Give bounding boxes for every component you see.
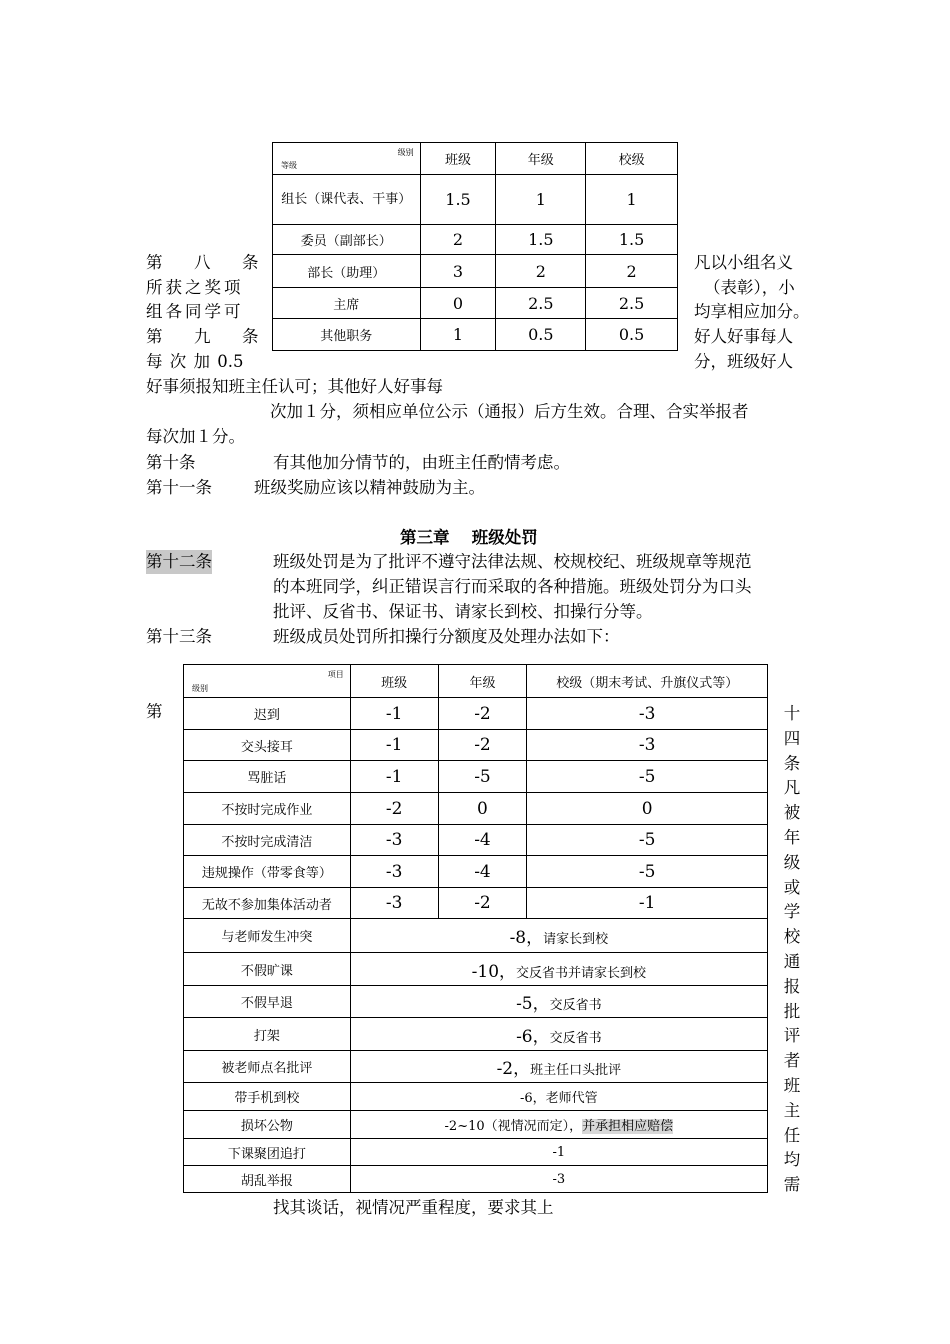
vchar: 被 bbox=[783, 803, 801, 823]
article-10-number: 第十条 bbox=[146, 453, 196, 472]
vchar: 四 bbox=[783, 728, 801, 748]
table-row bbox=[184, 698, 768, 730]
merged-cell: -1 bbox=[350, 1139, 767, 1166]
cell: -3 bbox=[527, 698, 768, 730]
row-label: 委员（副部长） bbox=[273, 225, 421, 255]
article-8-right-line3: 均享相应加分。 bbox=[694, 302, 810, 321]
article-8-left-line3: 组各同学可 bbox=[146, 302, 244, 321]
cell: 2 bbox=[586, 255, 678, 288]
cell: 3 bbox=[420, 255, 496, 288]
penalty-note: 交反省书并请家长到校 bbox=[516, 965, 647, 981]
row-label: 违规操作（带零食等） bbox=[184, 856, 351, 888]
table-row bbox=[184, 825, 768, 856]
penalty-note: 交反省书 bbox=[549, 998, 602, 1013]
col-header: 班级 bbox=[350, 665, 438, 698]
table-row bbox=[273, 319, 678, 351]
row-label: 损坏公物 bbox=[184, 1111, 351, 1139]
cell: 2 bbox=[496, 255, 586, 288]
article-12-line1: 班级处罚是为了批评不遵守法律法规、校规校纪、班级规章等规范 bbox=[273, 552, 752, 571]
highlighted-text: 并承担相应赔偿 bbox=[582, 1119, 674, 1134]
table-row bbox=[184, 856, 768, 888]
col-header: 班级 bbox=[420, 143, 496, 175]
merged-cell: -6，老师代管 bbox=[350, 1083, 767, 1111]
row-label: 主席 bbox=[273, 288, 421, 319]
chapter-title: 第三章 班级处罚 bbox=[400, 528, 538, 547]
table-row bbox=[184, 730, 768, 761]
table-row bbox=[184, 761, 768, 793]
row-label: 不假早退 bbox=[184, 986, 351, 1018]
merged-cell bbox=[350, 953, 767, 986]
vchar: 任 bbox=[783, 1125, 801, 1145]
merged-cell bbox=[350, 1018, 767, 1051]
col-header: 校级（期末考试、升旗仪式等） bbox=[527, 665, 768, 698]
position-bonus-table bbox=[272, 142, 678, 351]
row-label: 迟到 bbox=[184, 698, 351, 730]
article-8-right-line2: （表彰），小 bbox=[704, 278, 795, 297]
cell: -2 bbox=[350, 793, 438, 825]
cell: -4 bbox=[438, 825, 527, 856]
article-10-text: 有其他加分情节的，由班主任酌情考虑。 bbox=[273, 453, 570, 472]
corner-top-label: 级别 bbox=[397, 148, 414, 157]
article-14-left: 第 bbox=[146, 702, 163, 721]
merged-cell bbox=[350, 919, 767, 953]
cell: 1.5 bbox=[420, 175, 496, 225]
article-9-line5: 每次加１分。 bbox=[146, 427, 245, 446]
cell: -3 bbox=[350, 825, 438, 856]
corner-header bbox=[184, 665, 351, 698]
penalty-value: -5， bbox=[516, 994, 550, 1014]
table-row bbox=[184, 919, 768, 953]
cell: -5 bbox=[527, 856, 768, 888]
cell: 0.5 bbox=[496, 319, 586, 351]
penalty-value: -6， bbox=[516, 1026, 550, 1047]
cell: 2.5 bbox=[496, 288, 586, 319]
table-row bbox=[184, 1051, 768, 1083]
vchar: 级 bbox=[783, 852, 801, 872]
merged-cell bbox=[350, 1051, 767, 1083]
row-label: 带手机到校 bbox=[184, 1083, 351, 1111]
penalty-text: -2~10（视情况而定）， bbox=[444, 1119, 583, 1134]
article-9-line3: 好事须报知班主任认可；其他好人好事每 bbox=[146, 377, 443, 396]
table-row bbox=[273, 225, 678, 255]
cell: 0 bbox=[438, 793, 527, 825]
cell: 1.5 bbox=[586, 225, 678, 255]
cell: -5 bbox=[438, 761, 527, 793]
art8-char: 八 bbox=[194, 253, 211, 272]
cell: -4 bbox=[438, 856, 527, 888]
cell: -3 bbox=[350, 856, 438, 888]
corner-header bbox=[273, 143, 421, 175]
col-header: 年级 bbox=[438, 665, 527, 698]
corner-top-label: 项目 bbox=[327, 670, 344, 679]
vchar: 年 bbox=[783, 827, 801, 847]
table-row bbox=[184, 1111, 768, 1139]
vchar: 批 bbox=[783, 1001, 801, 1021]
col-header: 年级 bbox=[496, 143, 586, 175]
article-9-right-line1: 好人好事每人 bbox=[694, 327, 793, 346]
row-label: 下课聚团追打 bbox=[184, 1139, 351, 1166]
table-row bbox=[184, 1139, 768, 1166]
article-9-line4: 次加１分，须相应单位公示（通报）后方生效。合理、合实举报者 bbox=[270, 402, 749, 421]
penalty-note: 请家长到校 bbox=[543, 932, 609, 947]
cell: 1 bbox=[496, 175, 586, 225]
cell: -3 bbox=[527, 730, 768, 761]
penalty-note: 班主任口头批评 bbox=[530, 1063, 622, 1078]
col-header: 校级 bbox=[586, 143, 678, 175]
cell: 1.5 bbox=[496, 225, 586, 255]
cell: -5 bbox=[527, 761, 768, 793]
row-label: 不按时完成作业 bbox=[184, 793, 351, 825]
article-9-left-line2: 每 次 加 0.5 bbox=[146, 352, 244, 371]
cell: 1 bbox=[586, 175, 678, 225]
article-11-number: 第十一条 bbox=[146, 478, 212, 497]
vchar: 报 bbox=[783, 976, 801, 996]
art8-char: 第 bbox=[146, 253, 163, 272]
vchar: 需 bbox=[783, 1175, 801, 1195]
vchar: 学 bbox=[783, 902, 801, 922]
row-label: 交头接耳 bbox=[184, 730, 351, 761]
penalty-value: -2， bbox=[496, 1059, 531, 1079]
vchar: 主 bbox=[783, 1100, 801, 1120]
cell: -2 bbox=[438, 730, 527, 761]
article-11-text: 班级奖励应该以精神鼓励为主。 bbox=[254, 478, 485, 497]
table-row bbox=[184, 888, 768, 919]
table-row bbox=[184, 1166, 768, 1193]
merged-cell bbox=[350, 1111, 767, 1139]
row-label: 与老师发生冲突 bbox=[184, 919, 351, 953]
vchar: 班 bbox=[783, 1075, 801, 1095]
article-8-right-line1: 凡以小组名义 bbox=[694, 253, 793, 272]
cell: -1 bbox=[350, 698, 438, 730]
article-12-number: 第十二条 bbox=[146, 550, 212, 574]
cell: -2 bbox=[438, 698, 527, 730]
vchar: 或 bbox=[783, 877, 801, 897]
cell: 2.5 bbox=[586, 288, 678, 319]
row-label: 打架 bbox=[184, 1018, 351, 1051]
cell: -2 bbox=[438, 888, 527, 919]
row-label: 胡乱举报 bbox=[184, 1166, 351, 1193]
cell: 0 bbox=[420, 288, 496, 319]
cell: 0 bbox=[527, 793, 768, 825]
article-8-left-line2: 所获之奖项 bbox=[146, 278, 244, 297]
cell: 1 bbox=[420, 319, 496, 351]
article-14-bottom: 找其谈话，视情况严重程度，要求其上 bbox=[273, 1198, 554, 1217]
article-12-line3: 批评、反省书、保证书、请家长到校、扣操行分等。 bbox=[273, 602, 653, 621]
corner-bottom-label: 等级 bbox=[281, 161, 297, 170]
vchar: 通 bbox=[783, 951, 801, 971]
vchar: 者 bbox=[783, 1051, 801, 1071]
vchar: 凡 bbox=[783, 778, 801, 798]
table-row bbox=[184, 1018, 768, 1051]
article-9-right-line2: 分，班级好人 bbox=[694, 352, 793, 371]
table-row bbox=[184, 1083, 768, 1111]
row-label: 其他职务 bbox=[273, 319, 421, 351]
cell: 2 bbox=[420, 225, 496, 255]
penalty-value: -10， bbox=[471, 961, 517, 982]
cell: 0.5 bbox=[586, 319, 678, 351]
row-label: 骂脏话 bbox=[184, 761, 351, 793]
penalty-table bbox=[183, 664, 768, 1193]
art9-char: 九 bbox=[194, 327, 211, 346]
penalty-value: -8， bbox=[509, 928, 544, 948]
art9-char: 第 bbox=[146, 327, 163, 346]
vchar: 条 bbox=[783, 753, 801, 773]
article-12-line2: 的本班同学，纠正错误言行而采取的各种措施。班级处罚分为口头 bbox=[273, 577, 752, 596]
row-label: 组长（课代表、干事） bbox=[273, 175, 421, 225]
article-14-vertical-text bbox=[782, 702, 802, 1198]
vchar: 校 bbox=[783, 927, 801, 947]
table-row bbox=[273, 255, 678, 288]
vchar: 评 bbox=[783, 1026, 801, 1046]
vchar: 十 bbox=[783, 704, 801, 723]
cell: -1 bbox=[350, 761, 438, 793]
table-row bbox=[273, 288, 678, 319]
row-label: 不按时完成清洁 bbox=[184, 825, 351, 856]
article-13-text: 班级成员处罚所扣操行分额度及处理办法如下： bbox=[273, 627, 620, 646]
merged-cell bbox=[350, 986, 767, 1018]
vchar: 均 bbox=[783, 1150, 801, 1170]
table-row bbox=[273, 175, 678, 225]
corner-bottom-label: 级别 bbox=[192, 684, 208, 693]
cell: -1 bbox=[527, 888, 768, 919]
table-row bbox=[184, 953, 768, 986]
cell: -3 bbox=[350, 888, 438, 919]
row-label: 被老师点名批评 bbox=[184, 1051, 351, 1083]
row-label: 不假旷课 bbox=[184, 953, 351, 986]
merged-cell: -3 bbox=[350, 1166, 767, 1193]
table-row bbox=[184, 793, 768, 825]
row-label: 部长（助理） bbox=[273, 255, 421, 288]
art9-char: 条 bbox=[242, 327, 259, 346]
penalty-note: 交反省书 bbox=[549, 1030, 602, 1046]
art8-char: 条 bbox=[242, 253, 259, 272]
article-13-number: 第十三条 bbox=[146, 627, 212, 646]
cell: -1 bbox=[350, 730, 438, 761]
table-row bbox=[184, 986, 768, 1018]
row-label: 无故不参加集体活动者 bbox=[184, 888, 351, 919]
cell: -5 bbox=[527, 825, 768, 856]
